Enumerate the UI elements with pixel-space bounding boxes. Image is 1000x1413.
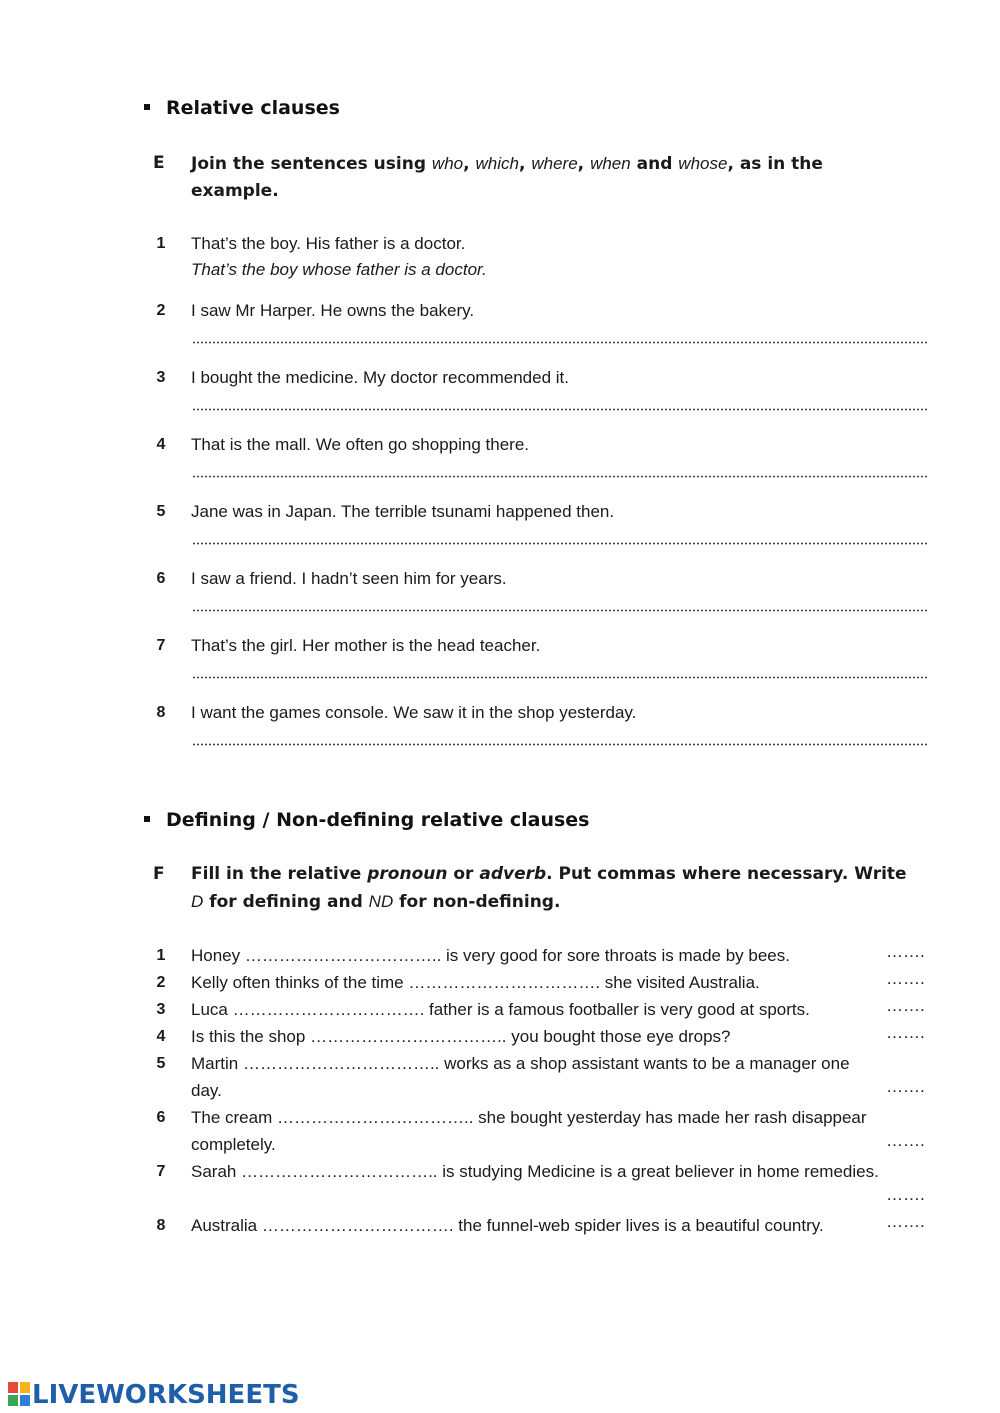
exercise-letter-e: E bbox=[153, 153, 165, 173]
answer-line[interactable] bbox=[192, 408, 927, 411]
liveworksheets-logo-icon bbox=[8, 1382, 30, 1406]
item-number: 8 bbox=[156, 1217, 166, 1234]
item-sentence: That’s the boy. His father is a doctor. bbox=[191, 234, 466, 253]
answer-gap[interactable]: ……. bbox=[886, 942, 925, 961]
answer-line[interactable] bbox=[192, 475, 927, 478]
section-title-relative-clauses: Relative clauses bbox=[144, 97, 340, 119]
liveworksheets-logo: LIVEWORKSHEETS bbox=[8, 1380, 300, 1410]
item-number: 3 bbox=[156, 1001, 166, 1018]
item-sentence: I saw a friend. I hadn’t seen him for years. bbox=[191, 569, 507, 588]
gap-fill-sentence[interactable]: Honey …………………………….. is very good for sore throats is made by bees. bbox=[191, 946, 790, 965]
item-sentence: Jane was in Japan. The terrible tsunami happened then. bbox=[191, 502, 615, 521]
answer-line[interactable] bbox=[192, 542, 927, 545]
item-number: 4 bbox=[156, 436, 166, 453]
gap-fill-sentence[interactable]: Kelly often thinks of the time ……………………………. she visited Australia. bbox=[191, 973, 760, 992]
answer-line[interactable] bbox=[192, 609, 927, 612]
item-number: 6 bbox=[156, 570, 166, 587]
answer-line[interactable] bbox=[192, 341, 927, 344]
example-answer: That’s the boy whose father is a doctor. bbox=[191, 260, 487, 279]
item-sentence: That’s the girl. Her mother is the head teacher. bbox=[191, 636, 541, 655]
bullet-icon bbox=[144, 104, 150, 110]
answer-gap[interactable]: ……. bbox=[886, 996, 925, 1015]
item-number: 1 bbox=[156, 235, 166, 252]
answer-line[interactable] bbox=[192, 743, 927, 746]
item-number: 3 bbox=[156, 369, 166, 386]
answer-gap[interactable]: ……. bbox=[886, 969, 925, 988]
item-number: 4 bbox=[156, 1028, 166, 1045]
answer-gap[interactable]: ……. bbox=[886, 1023, 925, 1042]
item-number: 7 bbox=[156, 637, 166, 654]
answer-gap[interactable]: ……. bbox=[886, 1131, 925, 1150]
item-number: 5 bbox=[156, 1055, 166, 1072]
item-number: 1 bbox=[156, 947, 166, 964]
answer-line[interactable] bbox=[192, 676, 927, 679]
gap-fill-sentence[interactable]: Australia ……………………………. the funnel-web spider lives is a beautiful country. bbox=[191, 1216, 824, 1235]
item-number: 2 bbox=[156, 302, 166, 319]
item-sentence: I bought the medicine. My doctor recommended it. bbox=[191, 368, 569, 387]
gap-fill-sentence[interactable]: Luca ……………………………. father is a famous footballer is very good at sports. bbox=[191, 1000, 810, 1019]
item-number: 7 bbox=[156, 1163, 166, 1180]
section-title-defining-non-defining: Defining / Non-defining relative clauses bbox=[144, 809, 590, 831]
gap-fill-sentence[interactable]: Martin …………………………….. works as a shop assistant wants to be a manager one day. bbox=[191, 1054, 850, 1100]
gap-fill-sentence[interactable]: The cream …………………………….. she bought yesterday has made her rash disappear completely. bbox=[191, 1108, 867, 1154]
answer-gap[interactable]: ……. bbox=[886, 1212, 925, 1231]
item-number: 5 bbox=[156, 503, 166, 520]
answer-gap[interactable]: ……. bbox=[886, 1077, 925, 1096]
exercise-e-instruction: Join the sentences using who, which, where, when and whose, as in the example. bbox=[191, 154, 823, 201]
item-sentence: That is the mall. We often go shopping there. bbox=[191, 435, 529, 454]
gap-fill-sentence[interactable]: Is this the shop …………………………….. you bought those eye drops? bbox=[191, 1027, 731, 1046]
answer-gap[interactable]: ……. bbox=[886, 1185, 925, 1204]
item-number: 2 bbox=[156, 974, 166, 991]
exercise-f-instruction: Fill in the relative pronoun or adverb. Put commas where necessary. Write D for defining and ND for non-defining. bbox=[191, 864, 907, 912]
gap-fill-sentence[interactable]: Sarah …………………………….. is studying Medicine is a great believer in home remedies. bbox=[191, 1162, 879, 1181]
item-sentence: I want the games console. We saw it in the shop yesterday. bbox=[191, 703, 637, 722]
exercise-letter-f: F bbox=[153, 864, 165, 884]
item-sentence: I saw Mr Harper. He owns the bakery. bbox=[191, 301, 475, 320]
item-number: 8 bbox=[156, 704, 166, 721]
bullet-icon bbox=[144, 816, 150, 822]
item-number: 6 bbox=[156, 1109, 166, 1126]
